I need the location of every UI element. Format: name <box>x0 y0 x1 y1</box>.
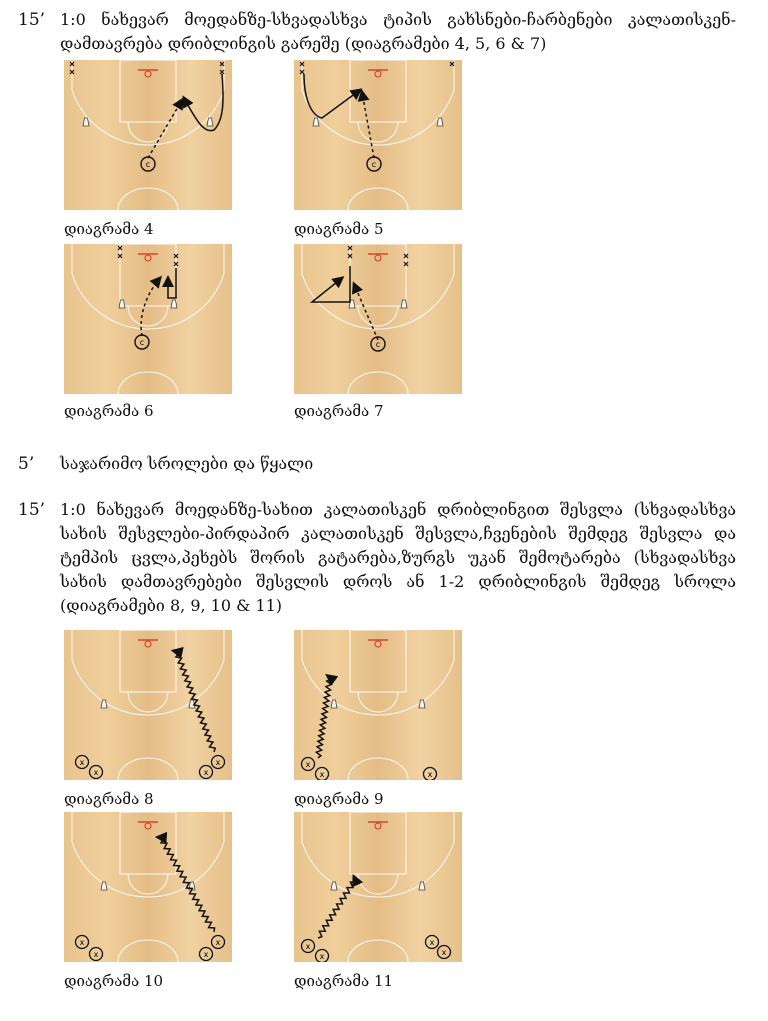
diagram-4-court <box>64 60 232 210</box>
cone-icon <box>119 300 125 308</box>
cone-icon <box>207 118 213 126</box>
coach-label: c <box>139 338 145 347</box>
player-x-marker <box>450 62 454 66</box>
player-label: x <box>319 952 325 961</box>
free-throw-arc <box>358 692 398 712</box>
section2-time: 5’ <box>18 454 35 474</box>
diagram-6-caption: დიაგრამა 6 <box>64 402 154 420</box>
diagram-6-court <box>64 244 232 394</box>
player-label: x <box>203 768 209 777</box>
player-x-marker <box>220 62 224 66</box>
cone-icon <box>331 882 337 890</box>
free-throw-arc <box>128 874 168 894</box>
court-svg <box>294 812 462 962</box>
movement-path <box>168 268 176 298</box>
diagram-7-caption: დიაგრამა 7 <box>294 402 384 420</box>
diagram-10-caption: დიაგრამა 10 <box>64 972 164 990</box>
three-point-line <box>72 812 224 897</box>
movement-path <box>312 266 350 302</box>
center-circle <box>348 940 408 962</box>
cone-icon <box>419 882 425 890</box>
three-point-line <box>72 244 224 329</box>
hoop <box>375 71 381 77</box>
cone-icon <box>313 118 319 126</box>
center-circle <box>118 758 178 780</box>
free-throw-arc <box>128 122 168 142</box>
diagram-9-caption: დიაგრამა 9 <box>294 790 384 808</box>
court-svg <box>64 812 232 962</box>
free-throw-arc <box>128 692 168 712</box>
coach-label: c <box>375 340 381 349</box>
free-throw-arc <box>358 874 398 894</box>
cone-icon <box>101 882 107 890</box>
court-svg <box>294 244 462 394</box>
player-label: x <box>203 950 209 959</box>
court-svg <box>294 60 462 210</box>
hoop <box>375 641 381 647</box>
hoop <box>145 71 151 77</box>
diagram-5-court <box>294 60 462 210</box>
player-label: x <box>427 770 433 779</box>
court-svg <box>64 60 232 210</box>
section3-time: 15’ <box>18 500 46 520</box>
court-svg <box>64 244 232 394</box>
hoop <box>145 255 151 261</box>
player-label: x <box>429 938 435 947</box>
hoop <box>145 641 151 647</box>
cone-icon <box>83 118 89 126</box>
cone-icon <box>437 118 443 126</box>
center-circle <box>348 758 408 780</box>
diagram-8-caption: დიაგრამა 8 <box>64 790 154 808</box>
three-point-line <box>72 60 224 145</box>
court-svg <box>64 630 232 780</box>
section3-text: 1:0 ნახევარ მოედანზე-სახით კალათისკენ დრიბლინგით შესვლა (სხვადასხვა სახის შესვლები-პირდაპირ კალათისკენ შესვლა,ჩვენების შემდეგ შესვლა და ტემპის ცვლა,პეხებს შორის გატარება,ზურგს უკან შემოტარება (სხვადასხვა სახის დამთავრებები შესვლის დროს ან 1-2 დრიბლინგის შემდეგ სროლა (დიაგრამები 8, 9, 10 & 11) <box>60 500 736 615</box>
diagram-4-caption: დიაგრამა 4 <box>64 220 154 238</box>
diagram-9-court <box>294 630 462 780</box>
free-throw-arc <box>128 306 168 326</box>
hoop <box>145 823 151 829</box>
center-circle <box>118 188 178 210</box>
player-label: x <box>441 948 447 957</box>
cone-icon <box>101 700 107 708</box>
movement-path <box>304 74 360 118</box>
diagram-5-caption: დიაგრამა 5 <box>294 220 384 238</box>
coach-label: c <box>371 160 377 169</box>
hoop <box>375 255 381 261</box>
player-label: x <box>305 942 311 951</box>
court-svg <box>294 630 462 780</box>
free-throw-arc <box>358 122 398 142</box>
three-point-line <box>72 630 224 715</box>
cone-icon <box>401 300 407 308</box>
player-label: x <box>93 768 99 777</box>
player-label: x <box>305 760 311 769</box>
player-label: x <box>79 938 85 947</box>
diagram-8-court <box>64 630 232 780</box>
movement-path <box>316 676 332 758</box>
center-circle <box>118 940 178 962</box>
player-label: x <box>319 770 325 779</box>
player-label: x <box>215 938 221 947</box>
diagram-11-caption: დიაგრამა 11 <box>294 972 394 990</box>
pass-line <box>354 284 378 340</box>
center-circle <box>348 372 408 394</box>
center-circle <box>348 188 408 210</box>
section2-text: საჯარიმო სროლები და წყალი <box>60 454 314 473</box>
diagram-7-court <box>294 244 462 394</box>
section1-time: 15’ <box>18 10 46 30</box>
coach-label: c <box>145 160 151 169</box>
section1-text: 1:0 ნახევარ მოედანზე-სხვადასხვა ტიპის გახსნები-ჩარბენები კალათისკენ-დამთავრება დრიბლინგის გარეშე (დიაგრამები 4, 5, 6 & 7) <box>60 10 736 53</box>
free-throw-arc <box>358 306 398 326</box>
three-point-line <box>302 812 454 897</box>
hoop <box>375 823 381 829</box>
diagram-11-court <box>294 812 462 962</box>
cone-icon <box>331 700 337 708</box>
cone-icon <box>171 300 177 308</box>
player-label: x <box>93 950 99 959</box>
movement-path <box>174 651 216 752</box>
three-point-line <box>302 60 454 145</box>
cone-icon <box>419 700 425 708</box>
player-x-marker <box>220 70 224 74</box>
pass-line <box>141 278 160 336</box>
movement-path <box>158 837 215 932</box>
player-label: x <box>215 758 221 767</box>
pass-line <box>148 100 182 158</box>
pass-line <box>362 92 374 158</box>
center-circle <box>118 372 178 394</box>
player-label: x <box>79 758 85 767</box>
diagram-10-court <box>64 812 232 962</box>
three-point-line <box>302 244 454 329</box>
